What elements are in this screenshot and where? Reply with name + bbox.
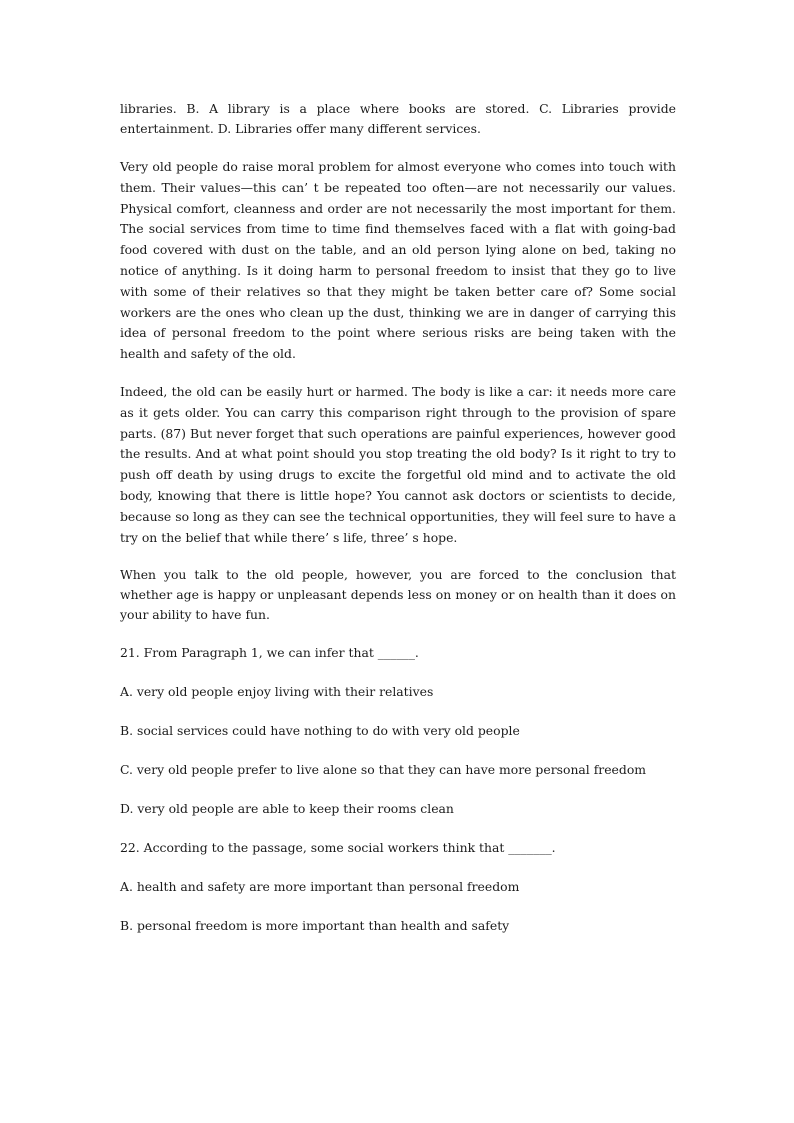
question-21-option-d: D. very old people are able to keep their rooms clean <box>120 801 454 817</box>
continuation-text: libraries. B. A library is a place where books are stored. C. Libraries provide entertainment. D. Libraries offer many different services. <box>120 101 676 136</box>
passage-paragraph-1: Very old people do raise moral problem for almost everyone who comes into touch with them. Their values—this can’ t be repeated too often—are not necessarily our values. Physical comfort, cleanness and order are not necessarily the most important for them. The social services from time to time find themselves faced with a flat with going-bad food covered with dust on the table, and an old person lying alone on bed, taking no notice of anything. Is it doing harm to personal freedom to insist that they go to live with some of their relatives so that they might be taken better care of? Some social workers are the ones who clean up the dust, thinking we are in danger of carrying this idea of personal freedom to the point where serious risks are being taken with the health and safety of the old. <box>120 159 676 362</box>
question-22-option-a: A. health and safety are more important than personal freedom <box>120 879 520 895</box>
question-21-option-c: C. very old people prefer to live alone so that they can have more personal freedom <box>120 762 647 778</box>
question-21-option-b: B. social services could have nothing to do with very old people <box>120 723 520 739</box>
passage-paragraph-3: When you talk to the old people, however, you are forced to the conclusion that whether age is happy or unpleasant depends less on money or on health than it does on your ability to have fun. <box>120 567 676 623</box>
question-21-stem: 21. From Paragraph 1, we can infer that ______. <box>120 645 419 661</box>
question-22-option-b: B. personal freedom is more important than health and safety <box>120 918 510 934</box>
question-22-stem: 22. According to the passage, some social workers think that _______. <box>120 840 556 856</box>
document-page <box>120 99 676 955</box>
question-21-option-a: A. very old people enjoy living with their relatives <box>120 684 434 700</box>
passage-paragraph-2: Indeed, the old can be easily hurt or harmed. The body is like a car: it needs more care as it gets older. You can carry this comparison right through to the provision of spare parts. (87) But never forget that such operations are painful experiences, however good the results. And at what point should you stop treating the old body? Is it right to try to push off death by using drugs to excite the forgetful old mind and to activate the old body, knowing that there is little hope? You cannot ask doctors or scientists to decide, because so long as they can see the technical opportunities, they will feel sure to have a try on the belief that while there’ s life, three’ s hope. <box>120 383 676 545</box>
